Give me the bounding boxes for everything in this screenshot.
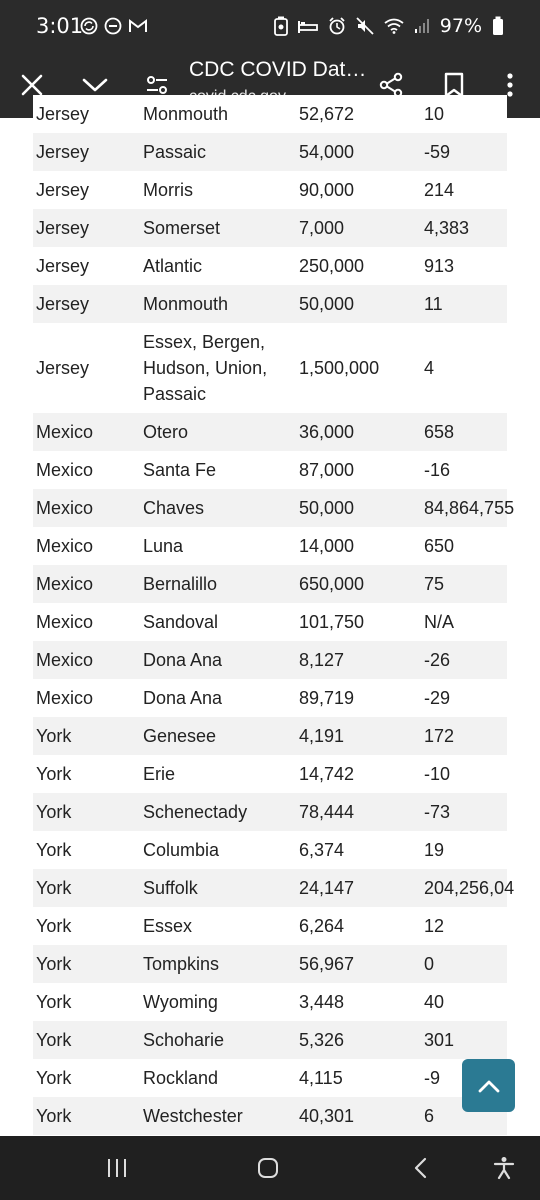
page-title: CDC COVID Dat… (189, 58, 367, 81)
county-cell: Tompkins (140, 945, 296, 983)
change-cell: 75 (421, 565, 507, 603)
wifi-icon (384, 18, 404, 34)
population-cell: 3,448 (296, 983, 421, 1021)
county-cell: Dona Ana (140, 641, 296, 679)
county-cell: Schenectady (140, 793, 296, 831)
battery-saver-icon (274, 16, 288, 36)
table-row (33, 285, 507, 323)
county-cell: Essex, Bergen, Hudson, Union, Passaic (140, 323, 296, 413)
table-row (33, 323, 507, 413)
table-row (33, 945, 507, 983)
population-cell: 50,000 (296, 285, 421, 323)
population-cell: 24,147 (296, 869, 421, 907)
table-row (33, 1021, 507, 1059)
change-cell: 204,256,04 (421, 869, 507, 907)
sleep-icon (298, 18, 318, 34)
county-data-table (33, 95, 515, 1135)
do-not-disturb-icon (104, 17, 122, 35)
table-row (33, 565, 507, 603)
chevron-down-icon (82, 77, 108, 93)
table-row (33, 907, 507, 945)
state-cell: Jersey (33, 133, 140, 171)
population-cell: 650,000 (296, 565, 421, 603)
state-cell: Mexico (33, 641, 140, 679)
population-cell: 36,000 (296, 413, 421, 451)
home-button[interactable] (248, 1150, 288, 1186)
population-cell: 5,326 (296, 1021, 421, 1059)
population-cell: 52,672 (296, 95, 421, 133)
county-cell: Genesee (140, 717, 296, 755)
table-row (33, 171, 507, 209)
county-cell: Luna (140, 527, 296, 565)
back-icon (413, 1157, 427, 1179)
population-cell: 1,500,000 (296, 323, 421, 413)
status-bar (0, 0, 540, 52)
county-cell: Monmouth (140, 95, 296, 133)
population-cell: 89,719 (296, 679, 421, 717)
sync-icon (80, 17, 98, 35)
change-cell: 658 (421, 413, 507, 451)
population-cell: 14,742 (296, 755, 421, 793)
gmail-icon (128, 18, 148, 34)
state-cell: York (33, 717, 140, 755)
state-cell: York (33, 1097, 140, 1135)
population-cell: 54,000 (296, 133, 421, 171)
change-cell: 40 (421, 983, 507, 1021)
table-body (33, 95, 515, 1135)
scroll-to-top-button[interactable] (462, 1059, 515, 1112)
population-cell: 90,000 (296, 171, 421, 209)
change-cell: 4,383 (421, 209, 507, 247)
change-cell: -10 (421, 755, 507, 793)
county-cell: Schoharie (140, 1021, 296, 1059)
state-cell: York (33, 869, 140, 907)
table-row (33, 133, 507, 171)
table-row (33, 603, 507, 641)
tune-icon (145, 73, 169, 97)
population-cell: 7,000 (296, 209, 421, 247)
population-cell: 6,264 (296, 907, 421, 945)
county-cell: Dona Ana (140, 679, 296, 717)
population-cell: 101,750 (296, 603, 421, 641)
county-cell: Passaic (140, 133, 296, 171)
state-cell: Mexico (33, 413, 140, 451)
state-cell: York (33, 983, 140, 1021)
change-cell: 301 (421, 1021, 507, 1059)
change-cell: 4 (421, 323, 507, 413)
system-nav-bar (0, 1136, 540, 1200)
change-cell: 650 (421, 527, 507, 565)
county-cell: Santa Fe (140, 451, 296, 489)
battery-icon (492, 16, 504, 36)
status-time: 3:01 (36, 14, 84, 38)
population-cell: 4,115 (296, 1059, 421, 1097)
table-row (33, 209, 507, 247)
table-row (33, 95, 507, 133)
state-cell: Jersey (33, 323, 140, 413)
county-cell: Wyoming (140, 983, 296, 1021)
county-cell: Monmouth (140, 285, 296, 323)
population-cell: 8,127 (296, 641, 421, 679)
table-row (33, 755, 507, 793)
table-row (33, 489, 507, 527)
state-cell: Mexico (33, 603, 140, 641)
population-cell: 50,000 (296, 489, 421, 527)
back-button[interactable] (400, 1150, 440, 1186)
table-row (33, 793, 507, 831)
accessibility-icon (493, 1156, 515, 1180)
change-cell: 913 (421, 247, 507, 285)
state-cell: Mexico (33, 679, 140, 717)
table-row (33, 527, 507, 565)
county-cell: Erie (140, 755, 296, 793)
county-cell: Suffolk (140, 869, 296, 907)
home-icon (257, 1157, 279, 1179)
state-cell: York (33, 945, 140, 983)
state-cell: York (33, 1059, 140, 1097)
more-vert-icon (506, 72, 514, 98)
state-cell: Jersey (33, 171, 140, 209)
population-cell: 40,301 (296, 1097, 421, 1135)
alarm-icon (328, 17, 346, 35)
county-cell: Essex (140, 907, 296, 945)
county-cell: Rockland (140, 1059, 296, 1097)
table-row (33, 1059, 507, 1097)
state-cell: Mexico (33, 451, 140, 489)
county-cell: Otero (140, 413, 296, 451)
change-cell: 12 (421, 907, 507, 945)
recent-apps-button[interactable] (97, 1150, 137, 1186)
state-cell: York (33, 831, 140, 869)
county-cell: Sandoval (140, 603, 296, 641)
population-cell: 250,000 (296, 247, 421, 285)
county-cell: Westchester (140, 1097, 296, 1135)
state-cell: York (33, 755, 140, 793)
table-row (33, 869, 507, 907)
change-cell: 10 (421, 95, 507, 133)
accessibility-button[interactable] (484, 1150, 524, 1186)
table-row (33, 831, 507, 869)
change-cell: -73 (421, 793, 507, 831)
recent-apps-icon (106, 1158, 128, 1178)
table-row (33, 1097, 507, 1135)
table-row (33, 983, 507, 1021)
state-cell: Jersey (33, 247, 140, 285)
close-icon (21, 74, 43, 96)
county-cell: Atlantic (140, 247, 296, 285)
chevron-up-icon (478, 1079, 500, 1093)
change-cell: 172 (421, 717, 507, 755)
table-row (33, 679, 507, 717)
county-cell: Morris (140, 171, 296, 209)
state-cell: Jersey (33, 285, 140, 323)
population-cell: 6,374 (296, 831, 421, 869)
change-cell: -59 (421, 133, 507, 171)
county-cell: Columbia (140, 831, 296, 869)
county-cell: Somerset (140, 209, 296, 247)
state-cell: Jersey (33, 209, 140, 247)
status-left-icons (80, 17, 148, 35)
change-cell: 19 (421, 831, 507, 869)
table-row (33, 247, 507, 285)
state-cell: Mexico (33, 489, 140, 527)
population-cell: 78,444 (296, 793, 421, 831)
change-cell: -29 (421, 679, 507, 717)
battery-percent: 97% (439, 15, 482, 37)
state-cell: Mexico (33, 565, 140, 603)
county-cell: Chaves (140, 489, 296, 527)
web-content[interactable] (0, 104, 540, 1136)
change-cell: 84,864,755 (421, 489, 507, 527)
state-cell: York (33, 907, 140, 945)
population-cell: 87,000 (296, 451, 421, 489)
population-cell: 4,191 (296, 717, 421, 755)
state-cell: York (33, 793, 140, 831)
change-cell: -26 (421, 641, 507, 679)
status-right-icons (274, 15, 504, 37)
table-row (33, 717, 507, 755)
table-row (33, 451, 507, 489)
change-cell: -9 (421, 1059, 507, 1097)
state-cell: York (33, 1021, 140, 1059)
table-row (33, 413, 507, 451)
population-cell: 14,000 (296, 527, 421, 565)
change-cell: 0 (421, 945, 507, 983)
mute-icon (356, 17, 374, 35)
change-cell: 11 (421, 285, 507, 323)
change-cell: 6 (421, 1097, 507, 1135)
change-cell: 214 (421, 171, 507, 209)
change-cell: -16 (421, 451, 507, 489)
signal-icon (414, 18, 430, 34)
state-cell: Mexico (33, 527, 140, 565)
county-cell: Bernalillo (140, 565, 296, 603)
population-cell: 56,967 (296, 945, 421, 983)
change-cell: N/A (421, 603, 507, 641)
state-cell: Jersey (33, 95, 140, 133)
table-row (33, 641, 507, 679)
